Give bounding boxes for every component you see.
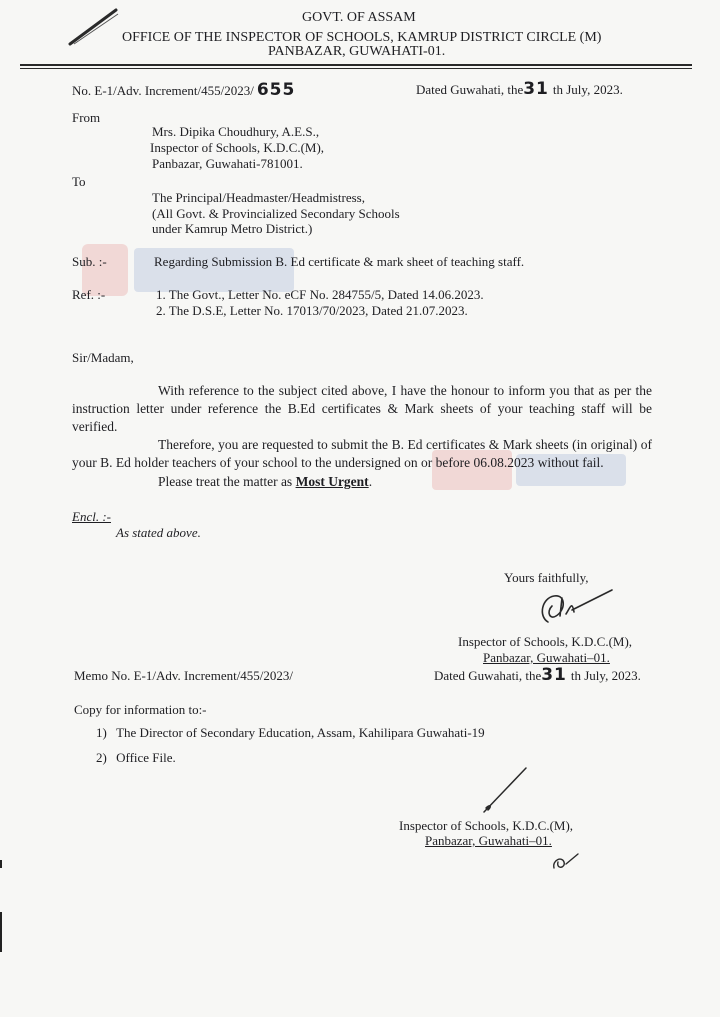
copy-item-2-text: Office File.	[116, 750, 176, 765]
subject-label: Sub. :-	[72, 254, 107, 269]
letter-date	[416, 79, 623, 99]
reference-item-1: 1. The Govt., Letter No. eCF No. 284755/5, Dated 14.06.2023.	[156, 287, 484, 302]
header-divider	[20, 64, 692, 66]
copy-item-2-num: 2)	[96, 750, 107, 765]
letter-number-handwritten: 655	[256, 80, 296, 100]
memo-date-suffix: th July, 2023.	[570, 668, 641, 683]
signatory-title: Inspector of Schools, K.D.C.(M),	[458, 634, 633, 649]
most-urgent-text: Most Urgent	[295, 474, 369, 489]
initials-mark-icon	[548, 850, 582, 874]
emblem-pen-icon	[64, 6, 124, 48]
copy-item-1-text: The Director of Secondary Education, Assam, Kahilipara Guwahati-19	[116, 725, 485, 740]
body-paragraph-2: Therefore, you are requested to submit the B. Ed certificates & Mark sheets (in original) of your B. Ed holder teachers of your school to the undersigned on or before 06.08.2023 without fail.	[72, 437, 652, 470]
to-line-1: The Principal/Headmaster/Headmistress,	[152, 190, 365, 205]
memo-date-handwritten: 31	[541, 665, 567, 685]
to-label: To	[72, 174, 86, 189]
enclosure-text: As stated above.	[116, 525, 201, 540]
copy-label: Copy for information to:-	[74, 702, 207, 717]
signature-icon	[536, 586, 616, 632]
body-p3-prefix: Please treat the matter as	[158, 474, 296, 489]
from-label: From	[72, 110, 101, 125]
memo-number: Memo No. E-1/Adv. Increment/455/2023/	[74, 668, 294, 683]
to-line-2: (All Govt. & Provincialized Secondary Schools	[152, 206, 400, 221]
from-line-1: Mrs. Dipika Choudhury, A.E.S.,	[152, 124, 320, 139]
reference-item-2: 2. The D.S.E, Letter No. 17013/70/2023, Dated 21.07.2023.	[156, 303, 468, 318]
to-line-3: under Kamrup Metro District.)	[152, 221, 313, 236]
enclosure-label: Encl. :-	[72, 509, 111, 524]
copy-item-1-num: 1)	[96, 725, 107, 740]
second-signature-icon	[480, 764, 530, 816]
header-govt: GOVT. OF ASSAM	[302, 10, 416, 25]
body-paragraph-1: With reference to the subject cited above, I have the honour to inform you that as per the instruction letter under reference the B.Ed certificates & Mark sheets of your teaching staff will be verified.	[72, 383, 652, 434]
letter-number-text: No. E-1/Adv. Increment/455/2023/	[72, 83, 254, 98]
copy-item-2	[96, 750, 176, 766]
reference-label: Ref. :-	[72, 287, 106, 302]
copy-item-1	[96, 725, 485, 741]
salutation: Sir/Madam,	[72, 350, 134, 365]
signatory2-address: Panbazar, Guwahati–01.	[425, 833, 552, 848]
subject-text: Regarding Submission B. Ed certificate & mark sheet of teaching staff.	[154, 254, 525, 269]
scan-edge-mark	[0, 860, 2, 868]
letter-date-handwritten: 31	[523, 79, 549, 99]
memo-date	[434, 665, 641, 685]
letter-number	[72, 80, 295, 100]
letter-date-prefix: Dated Guwahati, the	[416, 82, 524, 97]
from-line-2: Inspector of Schools, K.D.C.(M),	[150, 140, 325, 155]
header-address: PANBAZAR, GUWAHATI-01.	[268, 44, 446, 59]
yours-faithfully: Yours faithfully,	[504, 570, 589, 585]
header-office: OFFICE OF THE INSPECTOR OF SCHOOLS, KAMRUP DISTRICT CIRCLE (M)	[122, 30, 602, 45]
signatory2-title: Inspector of Schools, K.D.C.(M),	[399, 818, 574, 833]
letter-date-suffix: th July, 2023.	[552, 82, 623, 97]
body-p3-suffix: .	[368, 474, 373, 489]
memo-date-prefix: Dated Guwahati, the	[434, 668, 542, 683]
body-paragraph-3	[158, 474, 372, 490]
from-line-3: Panbazar, Guwahati-781001.	[152, 156, 303, 171]
signatory-address: Panbazar, Guwahati–01.	[483, 650, 610, 665]
header-divider-thin	[20, 68, 692, 69]
scan-edge-mark	[0, 912, 2, 952]
